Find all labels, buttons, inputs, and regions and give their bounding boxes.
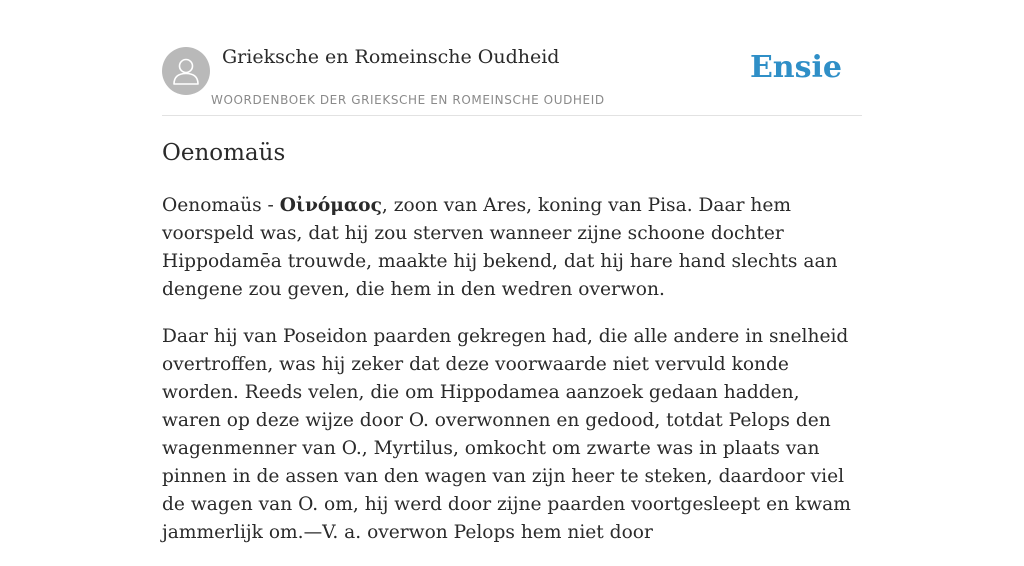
article-title: Oenomaüs xyxy=(162,140,286,166)
source-title-link[interactable]: Grieksche en Romeinsche Oudheid xyxy=(222,46,560,68)
paragraph-2: Daar hij van Poseidon paarden gekregen had, die alle andere in snelheid overtroffen, was hij zeker dat deze voorwaarde niet vervuld konde worden. Reeds velen, die om Hippodamea aanzoek gedaan hadden, waren op deze wijze door O. overwonnen en gedood, totdat Pelops den wagenmenner van O., Myrtilus, omkocht om zwarte was in plaats van pinnen in de assen van den wagen van zijn heer te steken, daardoor viel de wagen van O. om, hij werd door zijne paarden voortgesleept en kwam jammerlijk om.—V. a. overwon Pelops hem niet door xyxy=(162,326,851,543)
source-header xyxy=(162,40,862,116)
user-silhouette-icon[interactable] xyxy=(162,47,210,95)
paragraph-1 xyxy=(162,192,862,304)
paragraph-1-lead: Oenomaüs - xyxy=(162,195,280,216)
source-subtitle: WOORDENBOEK DER GRIEKSCHE EN ROMEINSCHE OUDHEID xyxy=(211,93,605,107)
article-body xyxy=(162,192,862,566)
greek-term: Οἰνόμαος xyxy=(279,195,382,216)
paragraph-1-text: , zoon van Ares, koning van Pisa. Daar hem voorspeld was, dat hij zou sterven wanneer zijne schoone dochter Hippodamēa trouwde, maakte hij bekend, dat hij hare hand slechts aan dengene zou geven, die hem in den wedren overwon. xyxy=(162,195,838,300)
ensie-logo[interactable]: Ensie xyxy=(749,50,842,85)
